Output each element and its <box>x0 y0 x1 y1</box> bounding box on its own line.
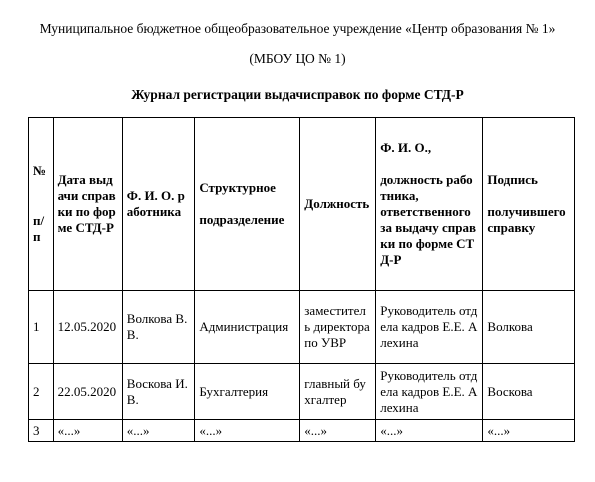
col-unit-line2: подразделение <box>199 212 285 227</box>
cell-employee: «...» <box>122 420 195 442</box>
cell-position: главный бухгалтер <box>300 364 376 420</box>
table-row <box>29 291 575 364</box>
col-header-date: Дата выдачи справки по форме СТД-Р <box>53 118 122 291</box>
col-responsible-line2: должность работника, <box>380 172 473 203</box>
cell-date: 12.05.2020 <box>53 291 122 364</box>
col-number-pp: п/п <box>33 213 45 244</box>
cell-responsible: «...» <box>376 420 483 442</box>
cell-responsible: Руководитель отдела кадров Е.Е. Алехина <box>376 291 483 364</box>
col-number-symbol: № <box>33 163 47 178</box>
registration-table <box>28 117 575 442</box>
cell-unit: «...» <box>195 420 300 442</box>
cell-employee: Воскова И.В. <box>122 364 195 420</box>
col-header-position: Должность <box>300 118 376 291</box>
col-unit-line1: Структурное <box>199 180 276 195</box>
cell-number: 1 <box>29 291 54 364</box>
table-row <box>29 364 575 420</box>
cell-responsible: Руководитель отдела кадров Е.Е. Алехина <box>376 364 483 420</box>
cell-position: «...» <box>300 420 376 442</box>
col-responsible-line3: ответственного за выдачу справки по форме СТД-Р <box>380 204 477 267</box>
cell-unit: Администрация <box>195 291 300 364</box>
table-row <box>29 420 575 442</box>
cell-signature: «...» <box>483 420 575 442</box>
cell-position: заместитель директора по УВР <box>300 291 376 364</box>
col-header-signature <box>483 118 575 291</box>
col-signature-line1: Подпись <box>487 172 538 187</box>
col-signature-line2: получившего справку <box>487 204 566 235</box>
journal-title: Журнал регистрации выдачисправок по форме СТД-Р <box>131 87 464 102</box>
cell-employee: Волкова В.В. <box>122 291 195 364</box>
cell-date: «...» <box>53 420 122 442</box>
col-header-employee: Ф. И. О. работника <box>122 118 195 291</box>
cell-number: 2 <box>29 364 54 420</box>
cell-number: 3 <box>29 420 54 442</box>
institution-short-name: (МБОУ ЦО № 1) <box>249 51 346 66</box>
institution-name: Муниципальное бюджетное общеобразовательное учреждение «Центр образования № 1» <box>39 21 556 36</box>
col-header-responsible <box>376 118 483 291</box>
cell-signature: Воскова <box>483 364 575 420</box>
cell-unit: Бухгалтерия <box>195 364 300 420</box>
cell-date: 22.05.2020 <box>53 364 122 420</box>
cell-signature: Волкова <box>483 291 575 364</box>
col-responsible-line1: Ф. И. О., <box>380 140 432 155</box>
col-header-unit <box>195 118 300 291</box>
table-header-row <box>29 118 575 291</box>
col-header-number <box>29 118 54 291</box>
